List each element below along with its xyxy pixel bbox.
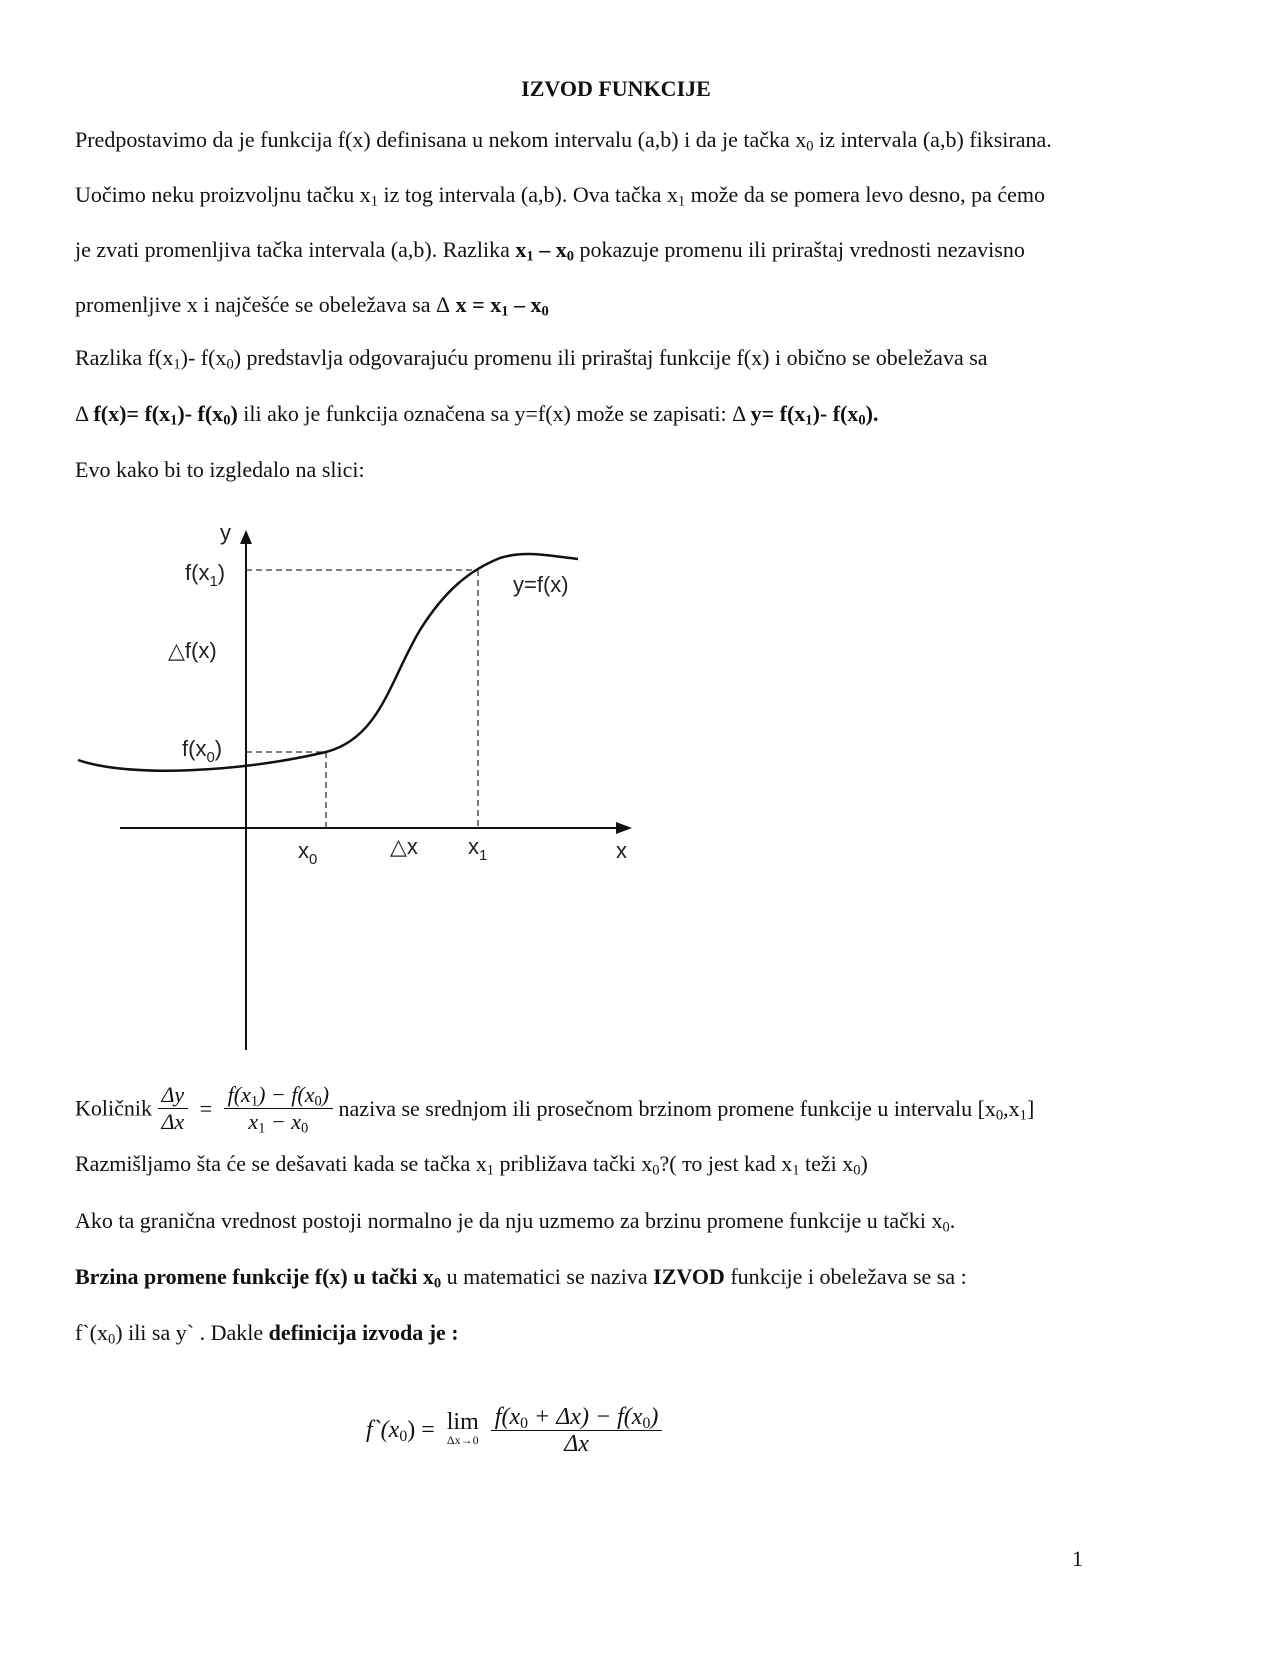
subscript: 0 <box>107 1331 116 1348</box>
fraction-denominator <box>224 1109 333 1135</box>
derivative-definition-formula <box>366 1404 662 1457</box>
paragraph-9 <box>75 1207 955 1235</box>
delta-symbol: Δ <box>436 292 451 317</box>
text-run: Ako ta granična vrednost postoji normalno je da nju uzmemo za brzinu promene funkcije u tački x <box>75 1208 943 1233</box>
text-run: pokazuje promenu ili priraštaj vrednosti nezavisno <box>573 237 1025 262</box>
subscript: 1 <box>501 303 509 320</box>
bold-text: x = x <box>450 292 502 317</box>
math-run: f(x <box>227 1082 251 1107</box>
label-text: ) <box>217 560 226 585</box>
paragraph-7: Evo kako bi to izgledalo na slici: <box>75 457 365 482</box>
fraction-denominator: Δx <box>564 1431 589 1457</box>
bold-text: ). <box>865 401 879 426</box>
subscript: 1 <box>370 193 378 210</box>
text-run: Uočimo neku proizvoljnu tačku x <box>75 182 371 207</box>
paragraph-5 <box>75 344 988 372</box>
bold-text: ) <box>230 401 238 426</box>
subscript: 0 <box>566 248 574 265</box>
text-run: ?( то jest kad x <box>659 1151 793 1176</box>
text-run: naziva se srednjom ili prosečnom brzinom promene funkcije u intervalu [x <box>338 1095 996 1121</box>
x0-label <box>298 838 317 868</box>
label-subscript: 0 <box>309 851 318 868</box>
math-run: + Δx) − f(x <box>528 1404 643 1430</box>
label-subscript: 1 <box>209 573 218 590</box>
text-run: iz tog intervala (a,b). Ova tačka x <box>377 182 678 207</box>
label-text: ) <box>214 736 223 761</box>
label-text: f(x <box>185 560 210 585</box>
subscript: 1 <box>258 1120 266 1137</box>
subscript: 1 <box>805 412 813 429</box>
limit-word: lim <box>446 1408 479 1435</box>
page-number: 1 <box>1072 1546 1083 1571</box>
label-subscript: 0 <box>206 749 215 766</box>
difference-fraction <box>224 1082 333 1135</box>
math-run: ) <box>650 1404 659 1430</box>
text-run: ) predstavlja odgovarajuću promenu ili priraštaj funkcije f(x) i obično se obeležava sa <box>233 345 988 370</box>
fraction-numerator: Δy <box>158 1082 189 1109</box>
subscript: 1 <box>250 1093 259 1110</box>
text-run: približava tački x <box>494 1151 653 1176</box>
delta-symbol: Δ <box>732 401 751 426</box>
text-run: u matematici se naziva <box>441 1264 654 1289</box>
x1-label <box>468 834 487 864</box>
subscript: 1 <box>170 412 178 429</box>
label-subscript: 1 <box>479 847 488 864</box>
math-run: ) <box>321 1082 330 1107</box>
subscript: 1 <box>173 356 181 373</box>
limit-operator <box>446 1408 479 1449</box>
limit-subscript: Δx→0 <box>446 1432 479 1447</box>
subscript: 0 <box>853 1162 861 1179</box>
subscript: 1 <box>1019 1107 1027 1124</box>
x-axis-label: x <box>616 838 627 863</box>
subscript: 0 <box>301 1120 309 1137</box>
difference-quotient-line <box>75 1082 1034 1135</box>
derivative-fraction <box>491 1404 663 1457</box>
formula-lhs <box>366 1417 435 1444</box>
subscript: 0 <box>942 1219 950 1236</box>
paragraph-2 <box>75 181 1045 209</box>
paragraph-4 <box>75 291 549 319</box>
x-axis-arrow <box>616 822 632 834</box>
ratio-suffix <box>338 1095 1035 1124</box>
subscript: 0 <box>858 412 866 429</box>
fx1-label <box>185 560 225 590</box>
subscript: 0 <box>995 1107 1004 1124</box>
text-run: promenljive x i najčešće se obeležava sa <box>75 292 437 317</box>
function-graph-figure <box>60 520 660 1050</box>
subscript: 0 <box>314 1093 322 1110</box>
text-run: ] <box>1026 1095 1035 1121</box>
bold-text: )- f(x <box>812 401 859 426</box>
text-run: može da se pomera levo desno, pa ćemo <box>685 182 1045 207</box>
bold-text: x <box>515 237 527 262</box>
page-title: IZVOD FUNKCIJE <box>521 76 711 101</box>
delta-symbol: Δ <box>75 401 94 426</box>
subscript: 0 <box>223 412 231 429</box>
text-run: funkcije i obeležava se sa : <box>724 1264 967 1289</box>
math-run: − x <box>265 1109 302 1134</box>
subscript: 0 <box>399 1427 408 1445</box>
paragraph-8 <box>75 1150 868 1178</box>
text-run: Razmišljamo šta će se dešavati kada se tačka x <box>75 1151 487 1176</box>
bold-text: Brzina promene funkcije f(x) u tački x <box>75 1264 434 1289</box>
fx0-label <box>182 736 222 766</box>
bold-text: – x <box>533 237 567 262</box>
bold-text: IZVOD <box>653 1264 725 1289</box>
text-run: ) ili sa y` . Dakle <box>115 1320 269 1345</box>
text-run: )- f(x <box>180 345 227 370</box>
math-run: ) − f(x <box>258 1082 315 1107</box>
delta-fx-label: △f(x) <box>168 638 217 663</box>
equals-sign: = <box>199 1095 213 1121</box>
subscript: 0 <box>642 1414 651 1432</box>
subscript: 0 <box>520 1414 529 1432</box>
label-text: x <box>298 838 309 863</box>
subscript: 0 <box>433 1275 442 1292</box>
bold-text: – x <box>508 292 542 317</box>
math-run: f(x <box>494 1404 521 1430</box>
text-run: f`(x <box>75 1320 108 1345</box>
function-curve <box>78 554 578 771</box>
y-axis-arrow <box>240 530 252 544</box>
bold-text: f(x)= f(x <box>93 401 171 426</box>
subscript: 0 <box>541 303 549 320</box>
paragraph-10 <box>75 1263 967 1291</box>
text-run: Predpostavimo da je funkcija f(x) definisana u nekom intervalu (a,b) i da je tačka x <box>75 127 807 152</box>
paragraph-6 <box>75 400 878 428</box>
text-run: Količnik <box>75 1095 158 1121</box>
subscript: 1 <box>526 248 534 265</box>
fraction-numerator <box>491 1404 663 1431</box>
math-run: f`(x <box>366 1417 400 1443</box>
text-run: Razlika f(x <box>75 345 174 370</box>
bold-text: y= f(x <box>750 401 806 426</box>
bold-text: definicija izvoda je : <box>268 1320 459 1345</box>
text-run: ) <box>860 1151 868 1176</box>
subscript: 0 <box>652 1162 660 1179</box>
subscript: 0 <box>226 356 234 373</box>
math-run: x <box>248 1109 259 1134</box>
label-text: f(x <box>182 736 207 761</box>
text-run: ili ako je funkcija označena sa y=f(x) može se zapisati: <box>237 401 733 426</box>
subscript: 0 <box>806 138 814 155</box>
subscript: 1 <box>677 193 686 210</box>
text-run: ,x <box>1003 1095 1020 1121</box>
text-run: . <box>949 1208 956 1233</box>
paragraph-3 <box>75 236 1025 264</box>
paragraph-1 <box>75 126 1052 154</box>
subscript: 1 <box>792 1162 800 1179</box>
graph-svg <box>60 520 660 1050</box>
bold-text: )- f(x <box>177 401 224 426</box>
fraction-denominator: Δx <box>161 1109 185 1134</box>
y-axis-label: y <box>220 520 231 545</box>
text-run: teži x <box>799 1151 854 1176</box>
fraction-numerator <box>224 1082 333 1109</box>
subscript: 1 <box>486 1162 494 1179</box>
paragraph-11 <box>75 1319 459 1347</box>
curve-label: y=f(x) <box>513 572 569 597</box>
delta-fraction <box>158 1082 189 1135</box>
text-run: je zvati promenljiva tačka intervala (a,b). Razlika <box>75 237 516 262</box>
math-run: ) = <box>407 1417 435 1443</box>
label-text: x <box>468 834 479 859</box>
text-run: iz intervala (a,b) fiksirana. <box>813 127 1052 152</box>
delta-x-label: △x <box>390 834 418 859</box>
